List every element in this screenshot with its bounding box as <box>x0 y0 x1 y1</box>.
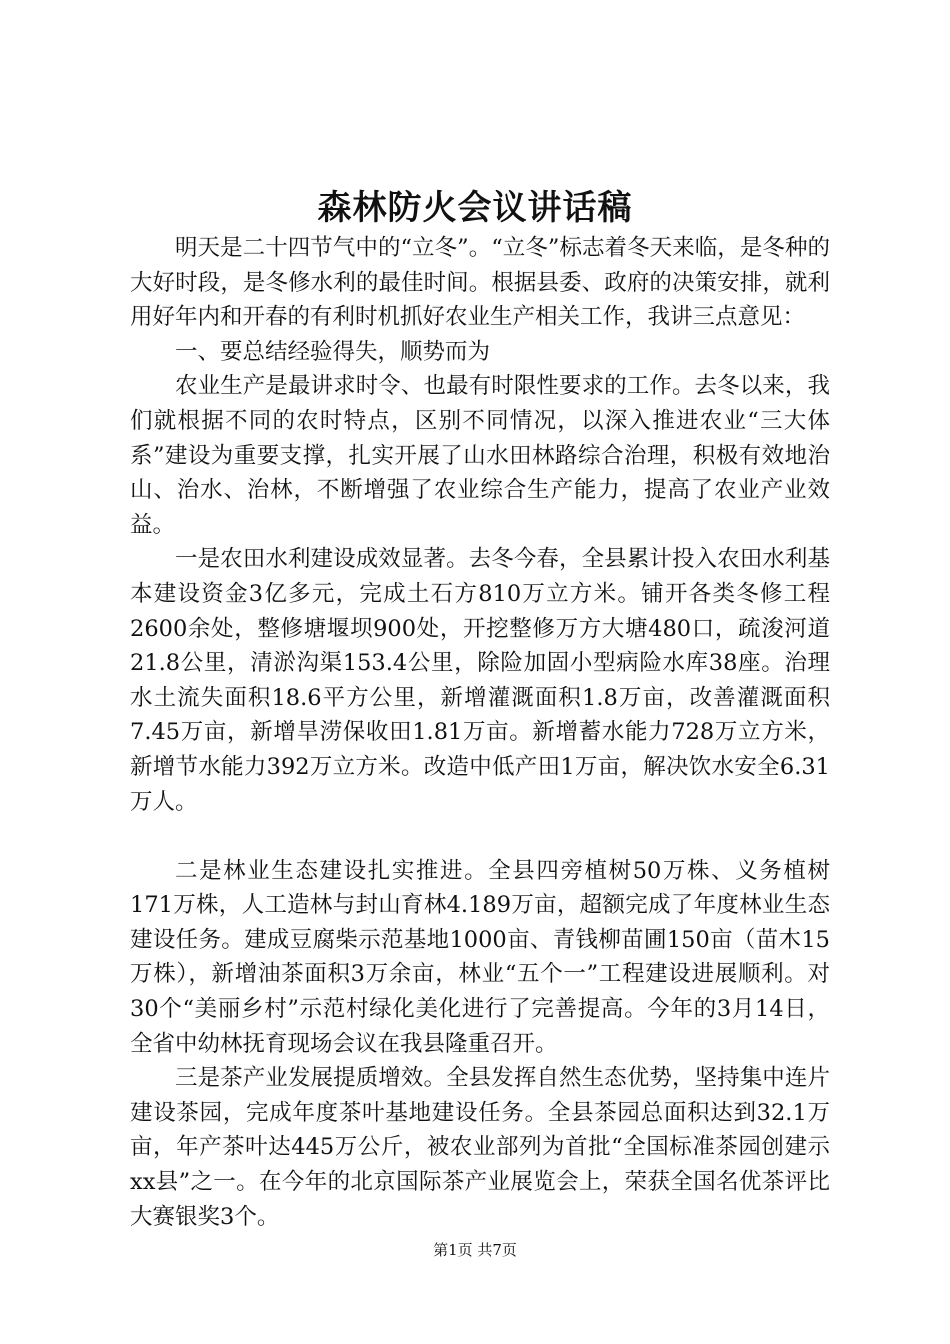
section-heading-1: 一、要总结经验得失，顺势而为 <box>175 338 491 365</box>
paragraph-forestry: 二是林业生态建设扎实推进。全县四旁植树50万株、义务植树171万株，人工造林与封山育林4.189万亩，超额完成了年度林业生态建设任务。建成豆腐柴示范基地1000亩、青钱柳苗圃150亩（苗木15万株），新增油茶面积3万余亩，林业“五个一”工程建设进展顺利。对30个“美丽乡村”示范村绿化美化进行了完善提高。今年的3月14日，全省中幼林抚育现场会议在我县隆重召开。 <box>130 857 830 1057</box>
paragraph-water-conservancy: 一是农田水利建设成效显著。去冬今春，全县累计投入农田水利基本建设资金3亿多元，完成土石方810万立方米。铺开各类冬修工程2600余处，整修塘堰坝900处，开挖整修万方大塘480口，疏浚河道21.8公里，清淤沟渠153.4公里，除险加固小型病险水库38座。治理水土流失面积18.6平方公里，新增灌溉面积1.8万亩，改善灌溉面积7.45万亩，新增旱涝保收田1.81万亩。新增蓄水能力728万立方米，新增节水能力392万立方米。改造中低产田1万亩，解决饮水安全6.31万人。 <box>130 546 830 815</box>
paragraph-intro: 明天是二十四节气中的“立冬”。“立冬”标志着冬天来临，是冬种的大好时段，是冬修水利的最佳时间。根据县委、政府的决策安排，就利用好年内和开春的有利时机抓好农业生产相关工作，我讲三点意见： <box>130 235 830 331</box>
page-number-footer: 第1页 共7页 <box>433 1241 517 1259</box>
document-body <box>130 231 830 1234</box>
paragraph-tea-industry: 三是茶产业发展提质增效。全县发挥自然生态优势，坚持集中连片建设茶园，完成年度茶叶基地建设任务。全县茶园总面积达到32.1万亩，年产茶叶达445万公斤，被农业部列为首批“全国标准茶园创建示xx县”之一。在今年的北京国际茶产业展览会上，荣获全国名优茶评比大赛银奖3个。 <box>130 1065 830 1230</box>
paragraph-summary: 农业生产是最讲求时令、也最有时限性要求的工作。去冬以来，我们就根据不同的农时特点，区别不同情况，以深入推进农业“三大体系”建设为重要支撑，扎实开展了山水田林路综合治理，积极有效地治山、治水、治林，不断增强了农业综合生产能力，提高了农业产业效益。 <box>130 373 830 538</box>
document-title: 森林防火会议讲话稿 <box>317 188 633 228</box>
